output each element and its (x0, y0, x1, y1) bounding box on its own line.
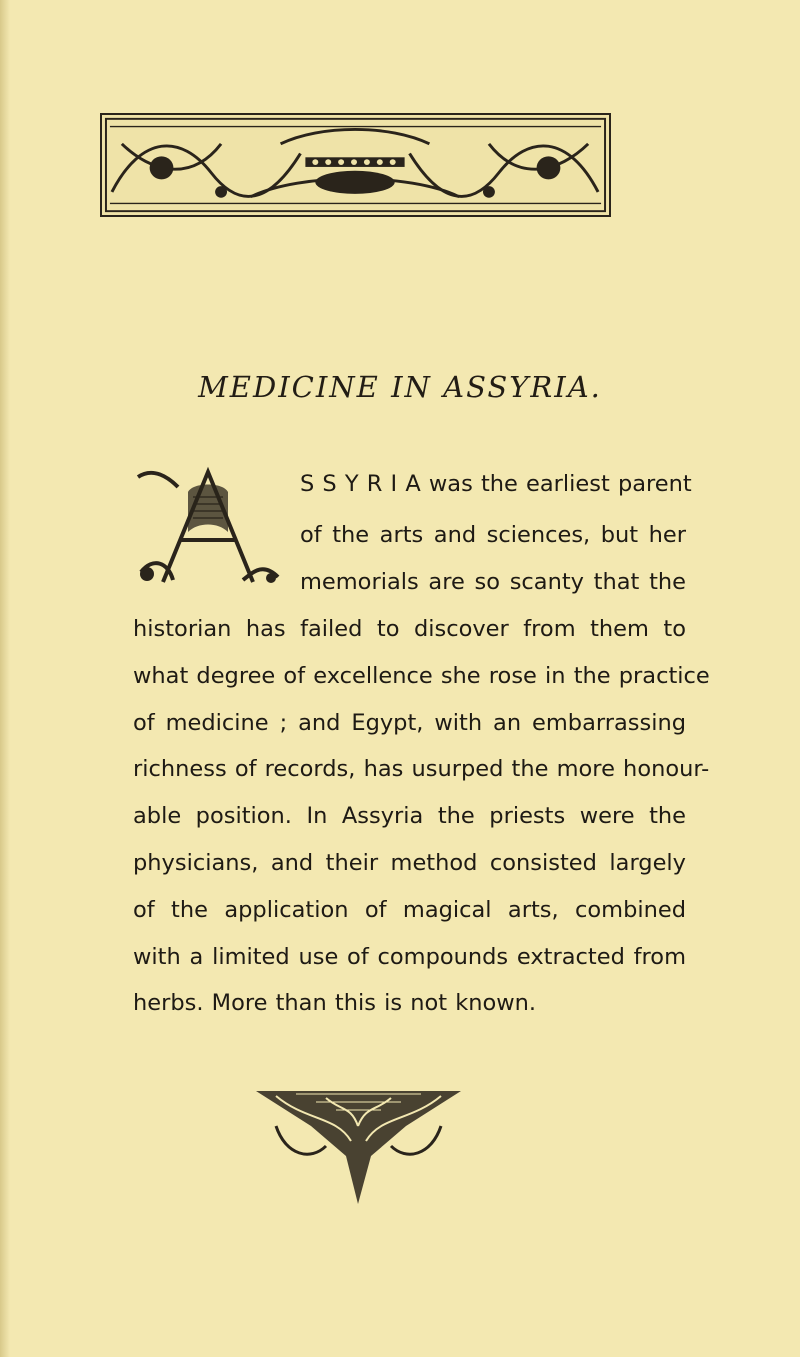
text-line-1: S S Y R I A was the earliest parent (300, 471, 692, 497)
ornamental-tailpiece (256, 1086, 461, 1206)
text-line-4: historian has failed to discover from them to (133, 616, 686, 642)
page-title: MEDICINE IN ASSYRIA. (198, 370, 602, 404)
text-line-11: with a limited use of compounds extracted from (133, 944, 686, 970)
drop-cap-a-icon (133, 462, 283, 590)
ornamental-headpiece (100, 113, 611, 217)
text-line-2: of the arts and sciences, but her (300, 522, 686, 548)
tailpiece-engraving-icon (256, 1086, 461, 1206)
text-line-9: physicians, and their method consisted largely (133, 850, 686, 876)
text-line-10: of the application of magical arts, combined (133, 897, 686, 923)
text-line-12: herbs. More than this is not known. (133, 990, 537, 1016)
text-line-5: what degree of excellence she rose in the practice (133, 663, 710, 689)
text-line-8: able position. In Assyria the priests were the (133, 803, 686, 829)
drop-cap-ornament (133, 462, 283, 590)
headpiece-engraving-icon (102, 115, 609, 215)
page-edge-shadow (0, 0, 10, 1357)
text-line-6: of medicine ; and Egypt, with an embarrassing (133, 710, 686, 736)
text-line-7: richness of records, has usurped the more honour- (133, 756, 710, 782)
text-line-3: memorials are so scanty that the (300, 569, 686, 595)
